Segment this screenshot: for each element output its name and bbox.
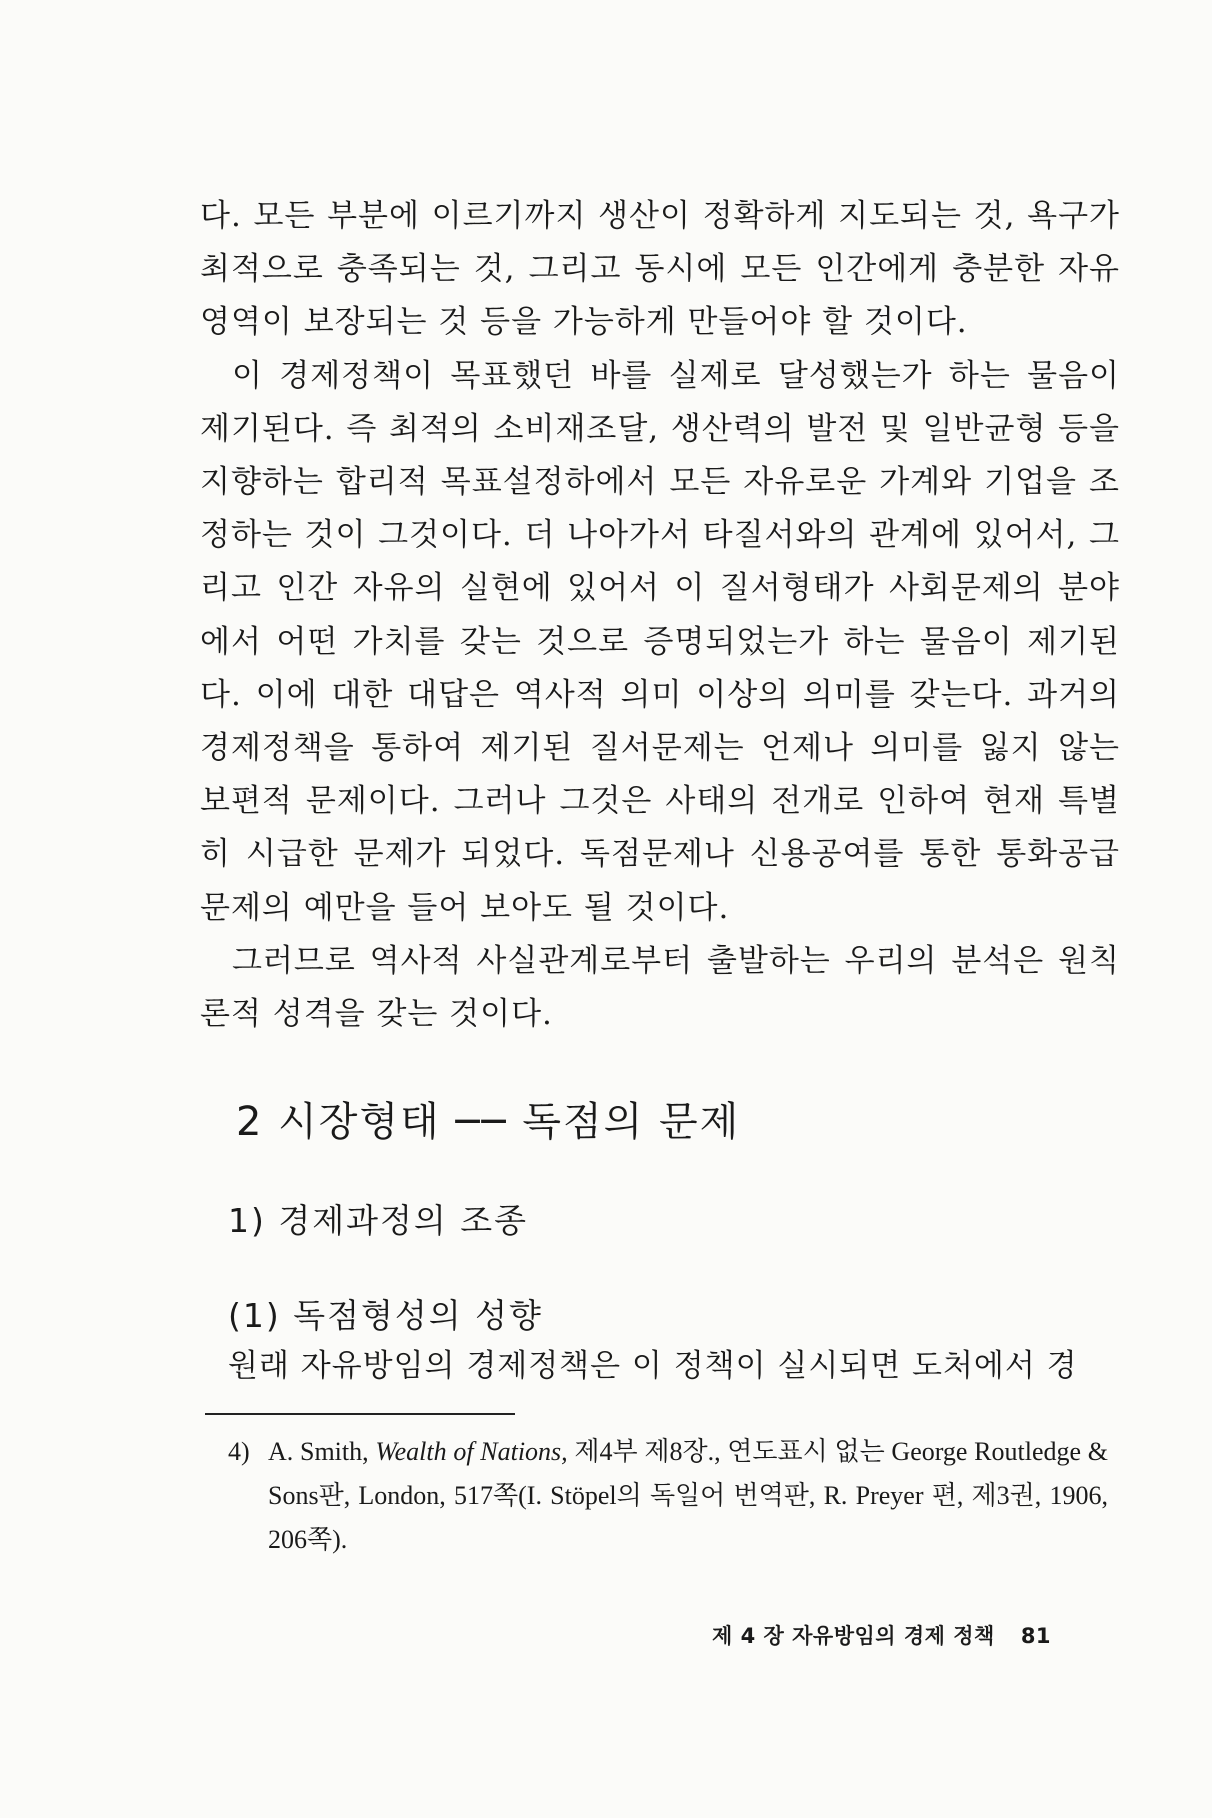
footnote-citation: 제4부 제8장., 연도표시 없는 George Routledge & Sons판, London, 517쪽(I. Stöpel의 독일어 번역판, R. Preyer 편, 제3권, 1906, 206쪽). [268,1437,1108,1554]
footnote [228,1430,1108,1562]
footnote-body [268,1430,1108,1562]
running-footer [712,1620,1051,1650]
page-number: 81 [1020,1624,1052,1648]
footnote-book-title: Wealth of Nations, [375,1437,568,1466]
running-head: 제 4 장 자유방임의 경제 정책 [712,1624,995,1648]
paragraph-start: 원래 자유방임의 경제정책은 이 정책이 실시되면 도처에서 경 [228,1348,1078,1384]
paragraph-continued: 다. 모든 부분에 이르기까지 생산이 정확하게 지도되는 것, 욕구가 최적으로 충족되는 것, 그리고 동시에 모든 인간에게 충분한 자유영역이 보장되는 것 등을 가능하게 만들어야 할 것이다. [200,198,1120,341]
subsection-heading: 1) 경제과정의 조종 [228,1201,528,1240]
paragraph: 그러므로 역사적 사실관계로부터 출발하는 우리의 분석은 원칙론적 성격을 갖는 것이다. [200,942,1120,1033]
paragraph: 이 경제정책이 목표했던 바를 실제로 달성했는가 하는 물음이 제기된다. 즉 최적의 소비재조달, 생산력의 발전 및 일반균형 등을 지향하는 합리적 목표설정하에서 모든 자유로운 가계와 기업을 조정하는 것이 그것이다. 더 나아가서 타질서와의 관계에 있어서, 그리고 인간 자유의 실현에 있어서 이 질서형태가 사회문제의 분야에서 어떤 가치를 갖는 것으로 증명되었는가 하는 물음이 제기된다. 이에 대한 대답은 역사적 의미 이상의 의미를 갖는다. 과거의 경제정책을 통하여 제기된 질서문제는 언제나 의미를 잃지 않는 보편적 문제이다. 그러나 그것은 사태의 전개로 인하여 현재 특별히 시급한 문제가 되었다. 독점문제나 신용공여를 통한 통화공급 문제의 예만을 들어 보아도 될 것이다. [200,357,1120,926]
footnote-author: A. Smith, [268,1437,376,1466]
subsubsection-heading: (1) 독점형성의 성향 [228,1296,543,1335]
footnote-number: 4) [228,1437,250,1466]
footnote-divider [205,1413,515,1415]
section-heading: 2 시장형태 ── 독점의 문제 [236,1099,741,1145]
body-text [200,190,1120,1041]
